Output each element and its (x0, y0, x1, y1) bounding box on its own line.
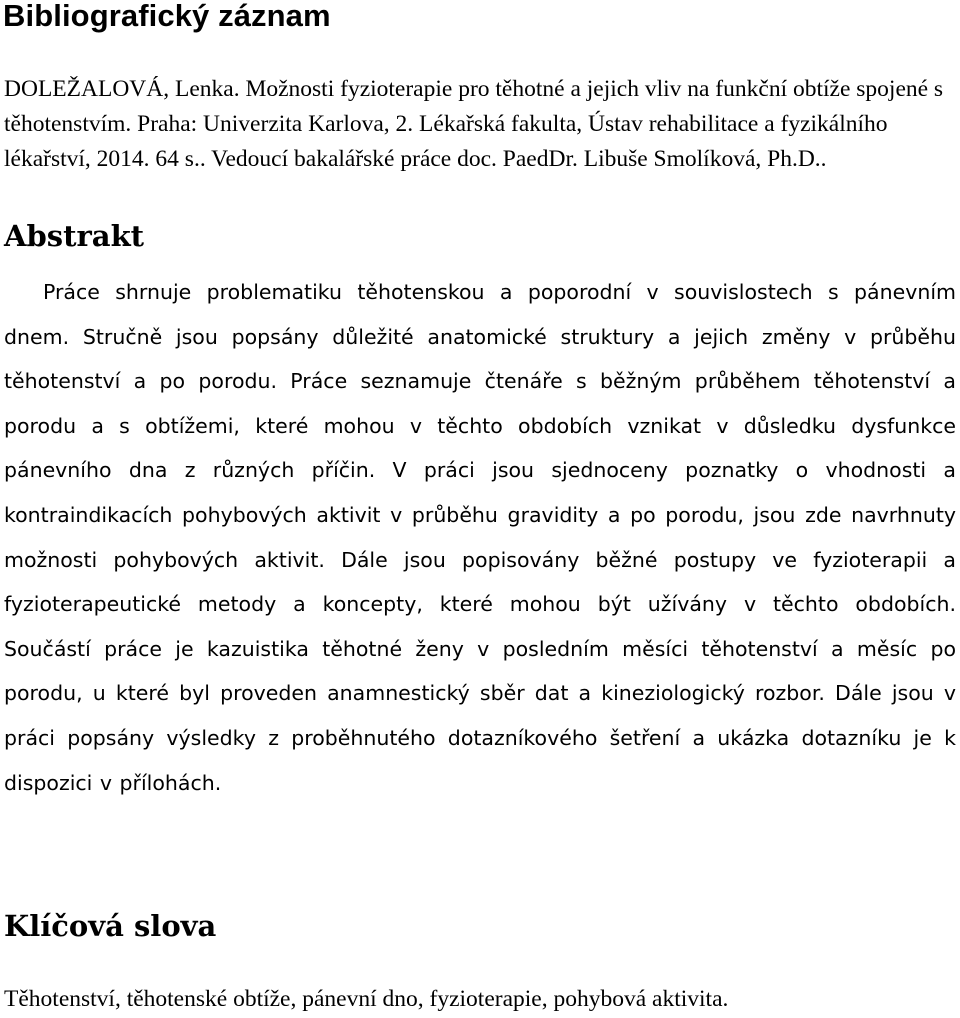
abstract-text: Práce shrnuje problematiku těhotenskou a poporodní v souvislostech s pánevním dnem. Stručně jsou popsány důležité anatomické struktury a jejich změny v průběhu těhotenství a po porodu. Práce seznamuje čtenáře s běžným průběhem těhotenství a porodu a s obtížemi, které mohou v těchto obdobích vznikat v důsledku dysfunkce pánevního dna z různých příčin. V práci jsou sjednoceny poznatky o vhodnosti a kontraindikacích pohybových aktivit v průběhu gravidity a po porodu, jsou zde navrhnuty možnosti pohybových aktivit. Dále jsou popisovány běžné postupy ve fyzioterapii a fyzioterapeutické metody a koncepty, které mohou být užívány v těchto obdobích. Součástí práce je kazuistika těhotné ženy v posledním měsíci těhotenství a měsíc po porodu, u které byl proveden anamnestický sběr dat a kineziologický rozbor. Dále jsou v práci popsány výsledky z proběhnutého dotazníkového šetření a ukázka dotazníku je k dispozici v přílohách. (4, 280, 956, 795)
bibliographic-citation: DOLEŽALOVÁ, Lenka. Možnosti fyzioterapie pro těhotné a jejich vliv na funkční obtíže spojené s těhotenstvím. Praha: Univerzita Karlova, 2. Lékařská fakulta, Ústav rehabilitace a fyzikálního lékařství, 2014. 64 s.. Vedoucí bakalářské práce doc. PaedDr. Libuše Smolíková, Ph.D.. (4, 76, 944, 172)
keywords-heading: Klíčová slova (4, 909, 217, 943)
abstract-heading: Abstrakt (4, 219, 145, 253)
page-title: Bibliografický záznam (3, 0, 331, 33)
keywords-text: Těhotenství, těhotenské obtíže, pánevní dno, fyzioterapie, pohybová aktivita. (4, 986, 729, 1012)
